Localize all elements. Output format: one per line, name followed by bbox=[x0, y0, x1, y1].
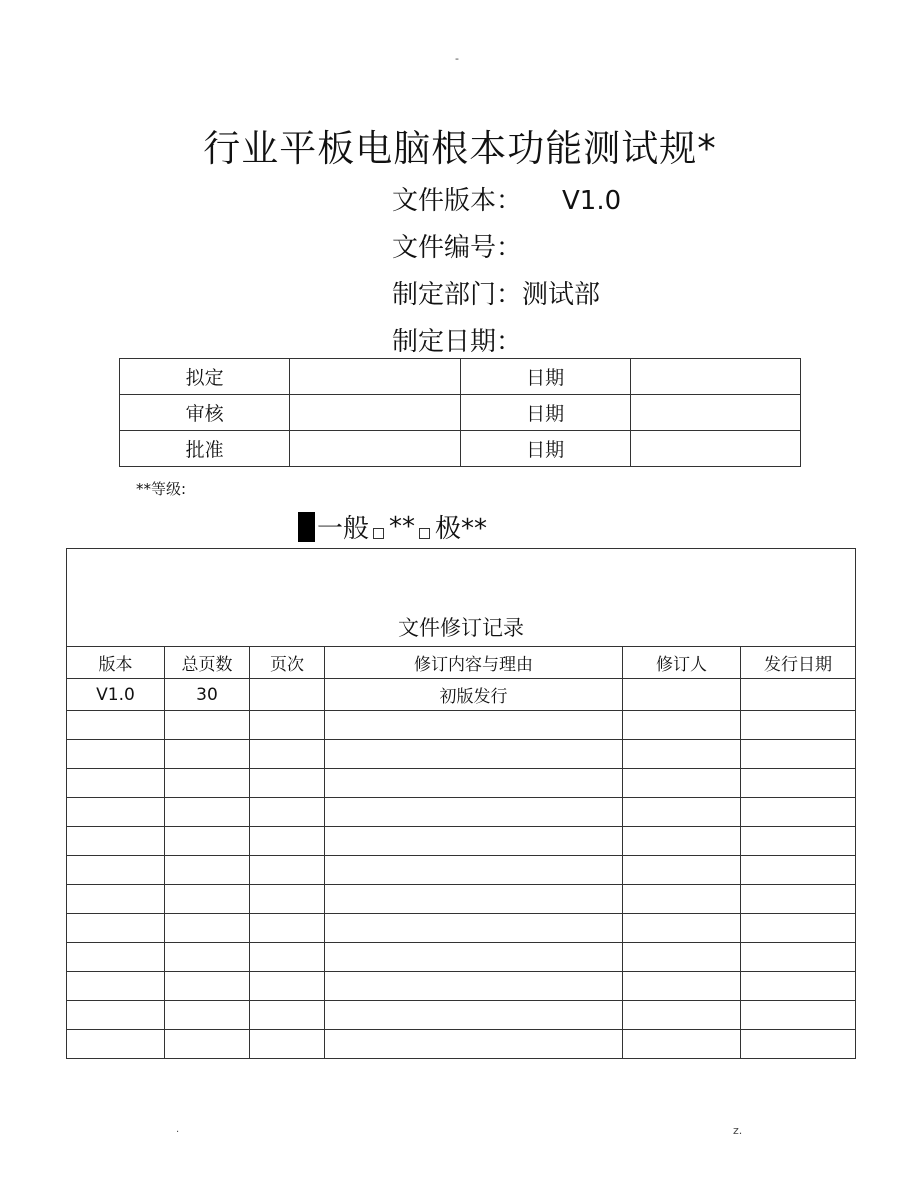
checkbox-icon bbox=[419, 528, 430, 539]
revision-cell bbox=[250, 827, 325, 856]
table-row bbox=[67, 740, 856, 769]
approval-table bbox=[119, 358, 801, 467]
revision-cell bbox=[250, 769, 325, 798]
revision-cell bbox=[741, 885, 856, 914]
table-row bbox=[67, 943, 856, 972]
approval-date-cell bbox=[630, 359, 800, 395]
table-row bbox=[67, 1001, 856, 1030]
revision-cell bbox=[623, 711, 741, 740]
document-title: 行业平板电脑根本功能测试规* bbox=[203, 127, 717, 170]
revision-cell bbox=[67, 856, 165, 885]
revision-table bbox=[66, 548, 856, 1059]
table-row bbox=[67, 798, 856, 827]
level-option-top: 极** bbox=[435, 514, 488, 544]
revision-cell bbox=[250, 885, 325, 914]
revision-cell bbox=[67, 885, 165, 914]
revision-cell bbox=[165, 827, 250, 856]
revision-cell bbox=[623, 769, 741, 798]
revision-cell bbox=[67, 798, 165, 827]
revision-cell bbox=[741, 943, 856, 972]
empty-rows bbox=[67, 711, 856, 1059]
revision-cell bbox=[741, 1001, 856, 1030]
revision-cell bbox=[67, 1001, 165, 1030]
revision-cell bbox=[623, 1001, 741, 1030]
revision-cell bbox=[250, 1001, 325, 1030]
revision-cell bbox=[623, 972, 741, 1001]
table-row bbox=[67, 1030, 856, 1059]
revision-cell bbox=[67, 711, 165, 740]
table-row bbox=[67, 769, 856, 798]
meta-version bbox=[392, 180, 621, 217]
revision-cell bbox=[67, 914, 165, 943]
revision-cell bbox=[741, 1030, 856, 1059]
table-row bbox=[67, 679, 856, 711]
revision-cell bbox=[325, 972, 623, 1001]
revision-cell bbox=[741, 827, 856, 856]
approval-row bbox=[120, 395, 801, 431]
footer-left-mark: . bbox=[176, 1124, 180, 1135]
revision-cell bbox=[165, 1001, 250, 1030]
number-label: 文件编号： bbox=[392, 233, 523, 263]
revision-cell bbox=[67, 972, 165, 1001]
revision-cell bbox=[67, 1030, 165, 1059]
approval-role: 批准 bbox=[120, 431, 290, 467]
revision-cell bbox=[250, 1030, 325, 1059]
revision-cell bbox=[165, 943, 250, 972]
approval-signature-cell bbox=[290, 395, 460, 431]
revision-cell bbox=[741, 740, 856, 769]
revision-cell bbox=[67, 827, 165, 856]
table-row bbox=[67, 827, 856, 856]
approval-role: 拟定 bbox=[120, 359, 290, 395]
revision-cell bbox=[250, 972, 325, 1001]
revision-cell bbox=[325, 769, 623, 798]
level-options bbox=[298, 508, 487, 545]
table-row bbox=[67, 972, 856, 1001]
meta-date bbox=[392, 321, 522, 358]
table-row bbox=[67, 885, 856, 914]
revision-cell bbox=[67, 740, 165, 769]
revision-cell bbox=[325, 885, 623, 914]
approval-date-cell bbox=[630, 431, 800, 467]
revision-cell bbox=[165, 798, 250, 827]
revision-cell bbox=[623, 798, 741, 827]
approval-role: 审核 bbox=[120, 395, 290, 431]
revision-cell bbox=[623, 740, 741, 769]
footer-right-mark: z. bbox=[733, 1124, 743, 1137]
revision-header-cell: 修订人 bbox=[623, 647, 741, 679]
revision-cell: V1.0 bbox=[67, 679, 165, 711]
level-option-general: 一般 bbox=[317, 514, 370, 544]
revision-cell bbox=[165, 856, 250, 885]
meta-number bbox=[392, 227, 522, 264]
revision-cell bbox=[325, 914, 623, 943]
approval-signature-cell bbox=[290, 431, 460, 467]
approval-row bbox=[120, 431, 801, 467]
revision-cell bbox=[67, 769, 165, 798]
revision-cell bbox=[741, 679, 856, 711]
revision-cell bbox=[250, 711, 325, 740]
revision-cell bbox=[165, 1030, 250, 1059]
revision-cell bbox=[623, 885, 741, 914]
revision-cell bbox=[741, 711, 856, 740]
revision-cell bbox=[623, 827, 741, 856]
level-label: **等级: bbox=[136, 480, 187, 498]
revision-cell bbox=[165, 885, 250, 914]
revision-cell bbox=[165, 740, 250, 769]
revision-cell bbox=[250, 798, 325, 827]
revision-cell bbox=[325, 798, 623, 827]
checkbox-icon bbox=[373, 528, 384, 539]
revision-cell bbox=[741, 972, 856, 1001]
revision-cell bbox=[325, 856, 623, 885]
revision-cell bbox=[325, 943, 623, 972]
revision-cell bbox=[165, 972, 250, 1001]
version-label: 文件版本： bbox=[392, 186, 523, 216]
revision-cell bbox=[250, 943, 325, 972]
revision-header-cell: 发行日期 bbox=[741, 647, 856, 679]
revision-cell bbox=[623, 1030, 741, 1059]
department-value: 测试部 bbox=[522, 280, 601, 310]
revision-cell bbox=[165, 769, 250, 798]
approval-date-label: 日期 bbox=[460, 359, 630, 395]
revision-cell: 30 bbox=[165, 679, 250, 711]
date-label: 制定日期： bbox=[392, 327, 523, 357]
revision-cell bbox=[250, 856, 325, 885]
level-option-mid: ** bbox=[389, 511, 416, 542]
revision-cell bbox=[250, 740, 325, 769]
table-row bbox=[67, 711, 856, 740]
department-label: 制定部门： bbox=[392, 280, 523, 310]
revision-cell bbox=[623, 914, 741, 943]
approval-row bbox=[120, 359, 801, 395]
approval-signature-cell bbox=[290, 359, 460, 395]
revision-header-cell: 页次 bbox=[250, 647, 325, 679]
meta-department bbox=[392, 274, 600, 311]
revision-cell bbox=[741, 914, 856, 943]
revision-header-row bbox=[67, 647, 856, 679]
revision-cell bbox=[325, 711, 623, 740]
revision-cell: 初版发行 bbox=[325, 679, 623, 711]
revision-cell bbox=[325, 740, 623, 769]
approval-date-cell bbox=[630, 395, 800, 431]
table-row bbox=[67, 856, 856, 885]
revision-cell bbox=[67, 943, 165, 972]
revision-cell bbox=[623, 679, 741, 711]
revision-cell bbox=[623, 943, 741, 972]
revision-cell bbox=[325, 827, 623, 856]
revision-cell bbox=[623, 856, 741, 885]
revision-cell bbox=[741, 769, 856, 798]
revision-cell bbox=[325, 1030, 623, 1059]
revision-cell bbox=[250, 679, 325, 711]
table-row bbox=[67, 914, 856, 943]
approval-date-label: 日期 bbox=[460, 395, 630, 431]
revision-caption: 文件修订记录 bbox=[67, 549, 856, 647]
approval-date-label: 日期 bbox=[460, 431, 630, 467]
revision-cell bbox=[741, 856, 856, 885]
revision-header-cell: 版本 bbox=[67, 647, 165, 679]
revision-header-cell: 总页数 bbox=[165, 647, 250, 679]
revision-header-cell: 修订内容与理由 bbox=[325, 647, 623, 679]
revision-cell bbox=[741, 798, 856, 827]
revision-cell bbox=[165, 711, 250, 740]
revision-cell bbox=[165, 914, 250, 943]
checked-checkbox-icon bbox=[298, 512, 315, 542]
header-mark: - bbox=[455, 52, 459, 65]
revision-cell bbox=[250, 914, 325, 943]
revision-cell bbox=[325, 1001, 623, 1030]
version-value: V1.0 bbox=[562, 186, 622, 216]
